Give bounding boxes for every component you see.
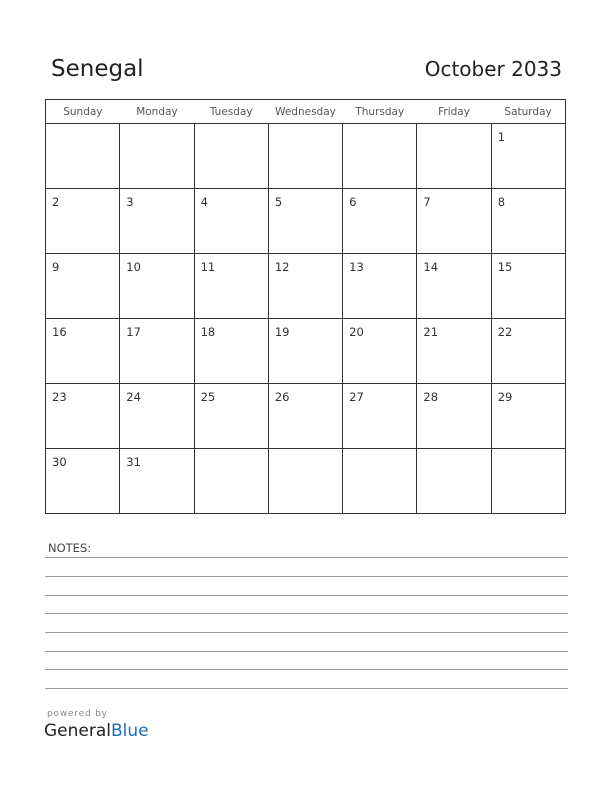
- day-number: 6: [349, 195, 357, 209]
- day-number: 20: [349, 325, 364, 339]
- day-cell: [120, 319, 194, 384]
- calendar-grid: [45, 99, 566, 514]
- day-cell: [491, 384, 565, 449]
- day-number: 11: [200, 260, 216, 274]
- day-cell: [268, 189, 342, 254]
- day-number: 9: [52, 260, 60, 274]
- week-row: [46, 124, 566, 189]
- day-cell: [46, 384, 120, 449]
- day-cell: [194, 254, 268, 319]
- day-number: 12: [274, 260, 290, 274]
- day-cell: [417, 254, 491, 319]
- day-number: 8: [497, 195, 506, 209]
- day-number: 17: [126, 325, 141, 339]
- day-cell: [417, 189, 491, 254]
- brand-name-part2: Blue: [111, 721, 149, 741]
- day-cell: [268, 319, 342, 384]
- weekday-wednesday: Wednesday: [268, 100, 342, 124]
- day-cell: [268, 254, 342, 319]
- day-number: 18: [200, 325, 216, 339]
- weekday-header-row: [46, 100, 566, 124]
- note-line: [45, 557, 568, 558]
- day-cell: [120, 449, 194, 514]
- day-cell: [268, 384, 342, 449]
- day-number: 15: [497, 260, 513, 274]
- weekday-tuesday: Tuesday: [194, 100, 268, 124]
- week-row: [46, 449, 566, 514]
- day-number: 23: [52, 390, 67, 404]
- day-cell: [343, 254, 417, 319]
- day-cell: [343, 189, 417, 254]
- day-number: 4: [200, 195, 208, 209]
- day-number: 22: [497, 325, 513, 339]
- day-number: 28: [423, 390, 439, 404]
- day-number: 5: [274, 195, 283, 209]
- day-cell: [491, 254, 565, 319]
- day-cell: [417, 319, 491, 384]
- day-cell: [491, 319, 565, 384]
- day-number: 24: [126, 390, 141, 404]
- day-number: 7: [423, 195, 431, 209]
- month-year-title: October 2033: [424, 57, 562, 81]
- day-cell: [491, 189, 565, 254]
- day-cell: [194, 319, 268, 384]
- day-cell: [46, 254, 120, 319]
- day-number: 19: [274, 325, 290, 339]
- country-title: Senegal: [51, 56, 144, 82]
- day-cell: [46, 189, 120, 254]
- weekday-monday: Monday: [120, 100, 194, 124]
- day-cell: [491, 449, 565, 514]
- day-cell: [417, 384, 491, 449]
- day-cell: [120, 254, 194, 319]
- day-cell: [268, 124, 342, 189]
- day-number: 14: [423, 260, 439, 274]
- day-number: 2: [52, 195, 60, 209]
- note-line: [45, 651, 568, 652]
- note-line: [45, 595, 568, 596]
- day-number: 25: [200, 390, 216, 404]
- brand-name-part1: General: [44, 721, 111, 741]
- weekday-friday: Friday: [417, 100, 491, 124]
- note-line: [45, 576, 568, 577]
- weekday-saturday: Saturday: [491, 100, 565, 124]
- day-cell: [194, 384, 268, 449]
- weekday-thursday: Thursday: [343, 100, 417, 124]
- day-cell: [491, 124, 565, 189]
- day-number: 27: [349, 390, 364, 404]
- day-cell: [417, 449, 491, 514]
- day-cell: [194, 449, 268, 514]
- day-number: 13: [349, 260, 364, 274]
- week-row: [46, 254, 566, 319]
- day-number: 10: [126, 260, 141, 274]
- note-line: [45, 669, 568, 670]
- day-cell: [343, 384, 417, 449]
- day-cell: [46, 449, 120, 514]
- week-row: [46, 384, 566, 449]
- day-cell: [46, 124, 120, 189]
- day-cell: [120, 384, 194, 449]
- day-cell: [343, 124, 417, 189]
- day-cell: [417, 124, 491, 189]
- day-cell: [194, 124, 268, 189]
- day-number: 29: [497, 390, 513, 404]
- calendar-body: [46, 124, 566, 514]
- day-cell: [194, 189, 268, 254]
- day-cell: [120, 124, 194, 189]
- note-line: [45, 632, 568, 633]
- day-cell: [46, 319, 120, 384]
- day-number: 21: [423, 325, 439, 339]
- weekday-sunday: Sunday: [46, 100, 120, 124]
- day-number: 31: [126, 455, 141, 469]
- day-number: 16: [52, 325, 67, 339]
- week-row: [46, 319, 566, 384]
- day-number: 26: [274, 390, 290, 404]
- note-line: [45, 613, 568, 614]
- day-number: 30: [52, 455, 67, 469]
- day-cell: [120, 189, 194, 254]
- day-cell: [268, 449, 342, 514]
- day-cell: [343, 449, 417, 514]
- brand-logo: [44, 720, 149, 742]
- notes-label: NOTES:: [48, 541, 92, 555]
- week-row: [46, 189, 566, 254]
- powered-by-text: powered by: [47, 709, 108, 719]
- day-number: 1: [497, 130, 506, 144]
- day-number: 3: [126, 195, 134, 209]
- note-line: [45, 688, 568, 689]
- day-cell: [343, 319, 417, 384]
